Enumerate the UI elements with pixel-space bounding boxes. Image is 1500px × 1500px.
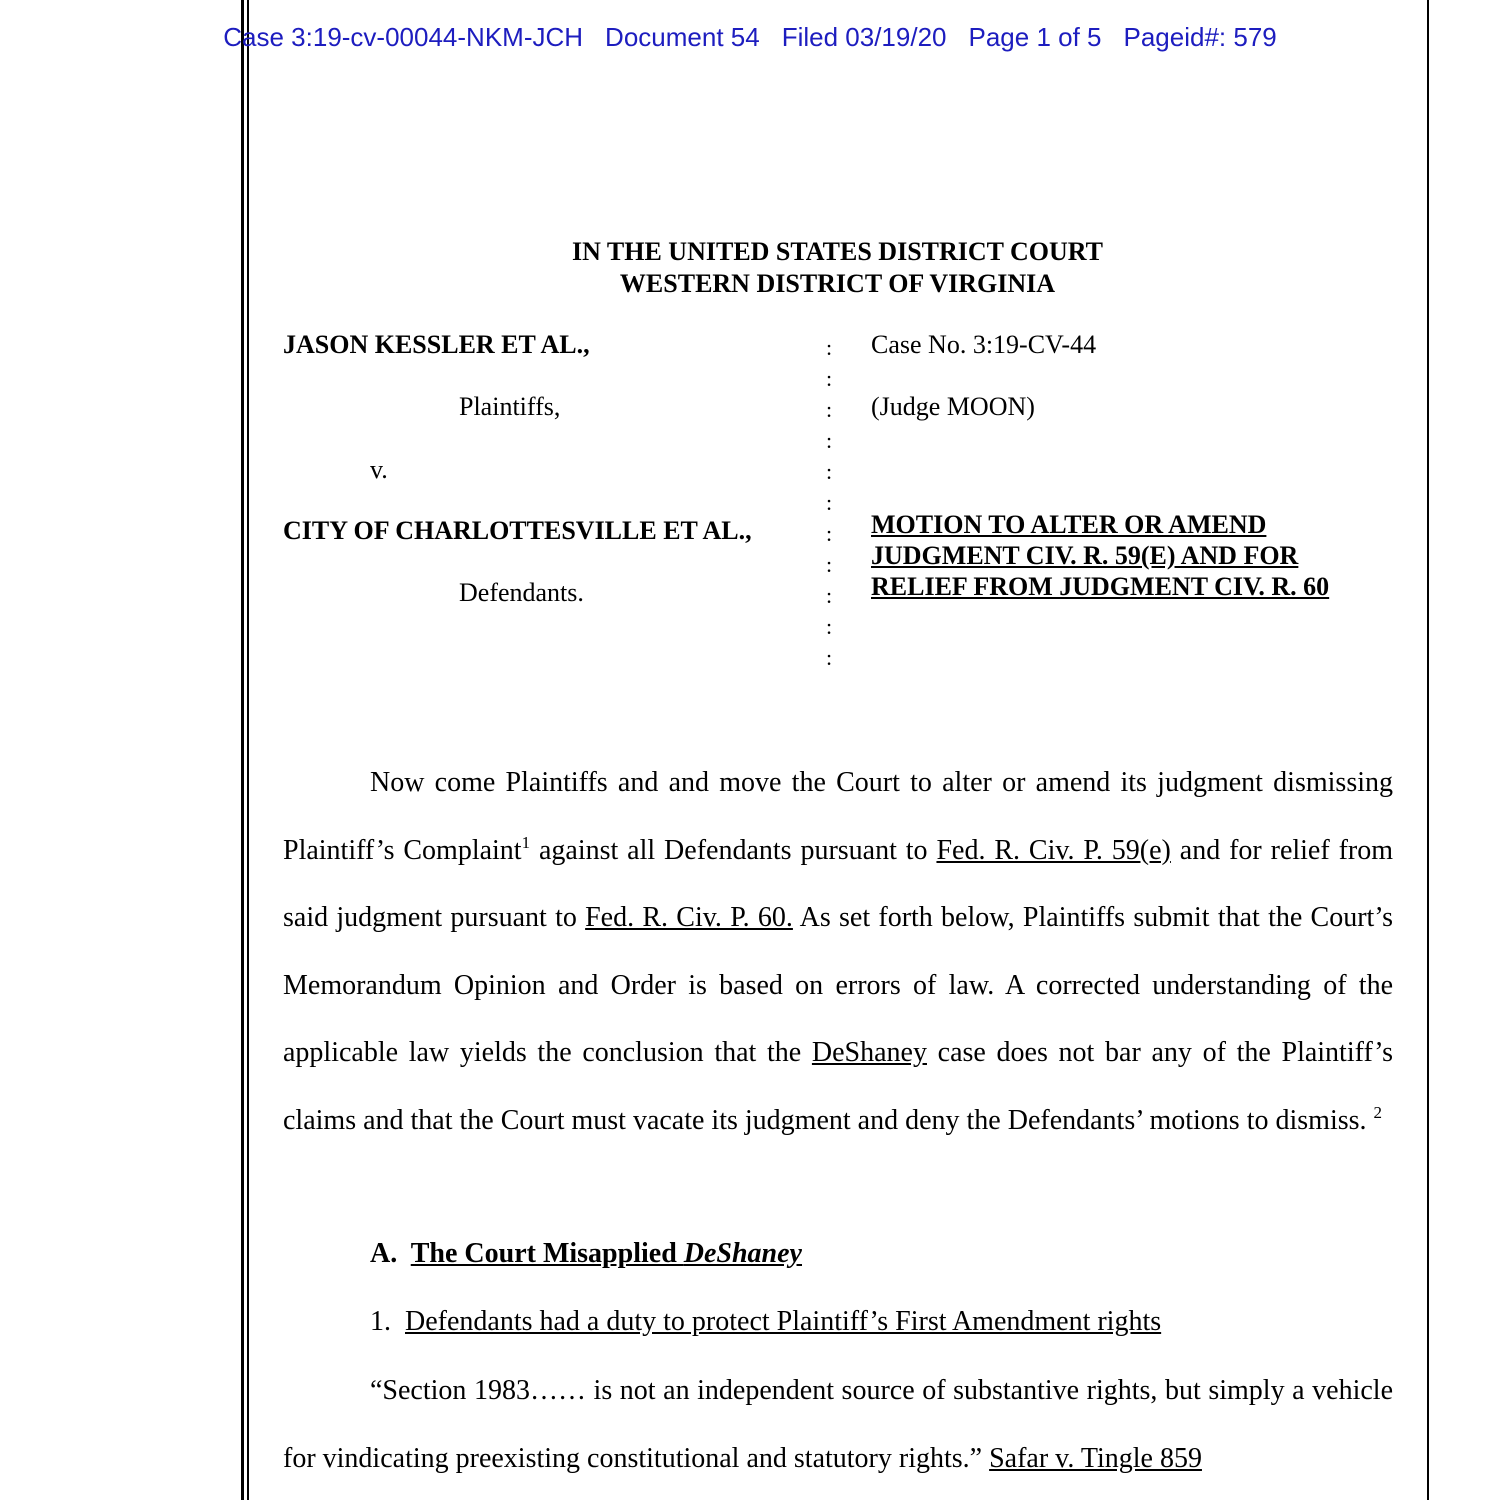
footnote-ref-1: 1 [521, 832, 531, 852]
quote-paragraph [283, 1357, 1393, 1492]
intro-paragraph [283, 749, 1393, 1154]
court-heading [400, 236, 1275, 300]
citation-rule-59e: Fed. R. Civ. P. 59(e) [936, 834, 1171, 866]
motion-title-line3: RELIEF FROM JUDGMENT CIV. R. 60 [871, 572, 1330, 601]
left-margin-rule-outer [241, 0, 244, 1500]
judge-name: (Judge MOON) [871, 392, 1035, 421]
page-count-stamp: Page 1 of 5 [968, 22, 1102, 52]
citation-rule-60: Fed. R. Civ. P. 60. [585, 902, 793, 933]
intro-text-5: case does not bar any of the Plaintiff’s claims and that the Court must vacate its judgment and deny the Defendants’ motions to dismiss. [283, 1037, 1393, 1136]
right-margin-rule [1427, 0, 1429, 1500]
left-margin-rule-inner [247, 0, 249, 1500]
section-a-title: The Court Misapplied DeShaney [410, 1238, 802, 1269]
motion-title-line1: MOTION TO ALTER OR AMEND [871, 510, 1267, 539]
caption-divider: : : : : : : : : : : : [825, 335, 833, 670]
court-heading-line1: IN THE UNITED STATES DISTRICT COURT [571, 237, 1104, 266]
motion-title-line2: JUDGMENT CIV. R. 59(E) AND FOR [871, 541, 1299, 570]
plaintiff-name: JASON KESSLER ET AL., [283, 330, 590, 359]
subsection-1-heading [370, 1306, 1161, 1338]
defendant-name: CITY OF CHARLOTTESVILLE ET AL., [283, 516, 752, 545]
filed-date-stamp: Filed 03/19/20 [781, 22, 947, 52]
intro-text-1: Now come Plaintiffs and and move the Court to alter or amend its judgment dismissing Plaintiff’s Complaint [283, 767, 1393, 866]
case-number: Case No. 3:19-CV-44 [871, 330, 1097, 359]
citation-safar: Safar v. Tingle 859 [989, 1442, 1202, 1474]
motion-title [871, 509, 1329, 602]
versus: v. [370, 455, 388, 484]
section-a-label: A. [370, 1238, 398, 1269]
quote-text: “Section 1983…… is not an independent source of substantive rights, but simply a vehicle for vindicating preexisting constitutional and statutory rights.” [283, 1375, 1393, 1474]
court-heading-line2: WESTERN DISTRICT OF VIRGINIA [619, 269, 1056, 298]
filing-header-stamp [0, 22, 1500, 53]
subsection-1-title: Defendants had a duty to protect Plaintiff’s First Amendment rights [405, 1306, 1162, 1337]
intro-text-4: As set forth below, Plaintiffs submit that the Court’s Memorandum Opinion and Order is based on errors of law. A corrected understanding of the applicable law yields the conclusion that the [283, 902, 1393, 1068]
intro-text-3: and for relief from said judgment pursuant to [283, 834, 1393, 933]
pageid-stamp: Pageid#: 579 [1123, 22, 1277, 52]
intro-text-2: against all Defendants pursuant to [530, 834, 937, 866]
citation-deshaney: DeShaney [811, 1037, 927, 1068]
subsection-1-number: 1. [370, 1306, 391, 1337]
footnote-ref-2: 2 [1373, 1102, 1383, 1122]
document-number-stamp: Document 54 [605, 22, 760, 52]
plaintiff-role: Plaintiffs, [459, 392, 561, 421]
section-a-heading [370, 1238, 802, 1270]
defendant-role: Defendants. [459, 578, 584, 607]
case-number-stamp: Case 3:19-cv-00044-NKM-JCH [223, 22, 584, 52]
